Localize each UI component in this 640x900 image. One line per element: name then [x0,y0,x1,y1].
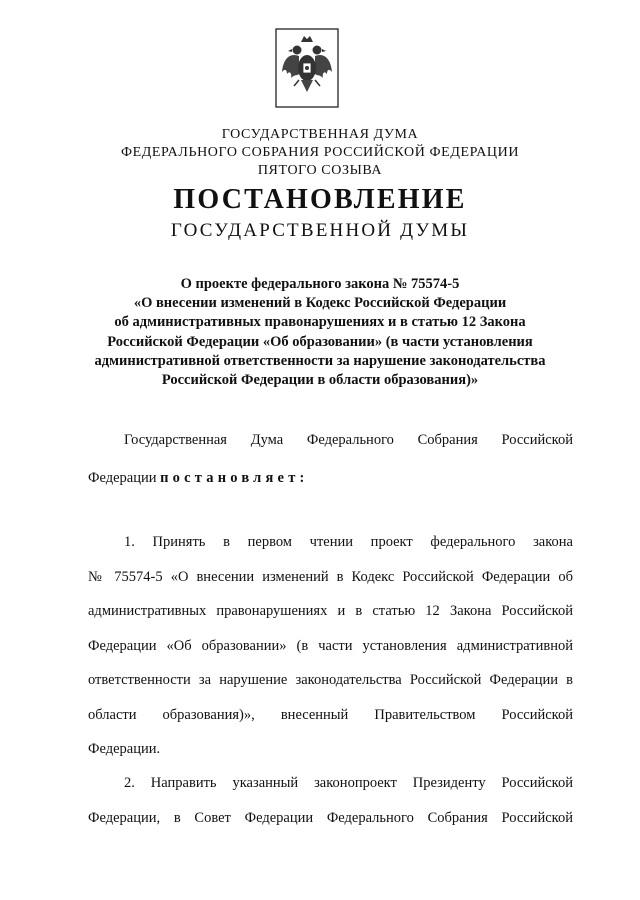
preamble-federation: Федерации [88,470,157,486]
resolves-spaced-word: постановляет: [160,470,309,486]
law-title-line: О проекте федерального закона № 75574-5 [180,276,460,292]
coat-of-arms-emblem [275,28,339,108]
para2-line-1: 2. Направить указанный законопроект Президенту Российской [124,775,573,791]
law-title-line: Российской Федерации в области образования)» [161,372,479,389]
law-title-line: об административных правонарушениях и в статью 12 Закона [114,314,526,331]
para1-line-7: Федерации. [88,741,161,757]
para1-line-4: Федерации «Об образовании» (в части установления административной [88,638,573,654]
header-line-2: ФЕДЕРАЛЬНОГО СОБРАНИЯ РОССИЙСКОЙ ФЕДЕРАЦИИ [120,145,520,160]
law-title-line: «О внесении изменений в Кодекс Российской Федерации [133,295,507,312]
para1-line-3: административных правонарушениях и в статью 12 Закона Российской [88,603,573,619]
issuer-header [0,126,640,180]
para1-line-5: ответственности за нарушение законодательства Российской Федерации в [88,672,573,688]
para2-line-2: Федерации, в Совет Федерации Федерального Собрания Российской [88,810,573,826]
law-title-line: Российской Федерации «Об образовании» (в части установления [107,333,533,350]
header-line-1: ГОСУДАРСТВЕННАЯ ДУМА [221,127,419,142]
para1-line-1: 1. Принять в первом чтении проект федерального закона [124,534,573,550]
header-line-3: ПЯТОГО СОЗЫВА [257,163,383,178]
para1-line-2: № 75574-5 «О внесении изменений в Кодекс Российской Федерации об [88,569,573,585]
law-title-block [60,275,580,390]
preamble-line-2 [88,468,573,488]
double-headed-eagle-icon [275,28,339,108]
document-subtitle: ГОСУДАРСТВЕННОЙ ДУМЫ [170,220,470,241]
document-title: ПОСТАНОВЛЕНИЕ [173,184,467,215]
law-title-line: административной ответственности за нарушение законодательства [94,352,546,369]
para1-line-6: области образования)», внесенный Правительством Российской [88,707,573,723]
preamble-line-1: Государственная Дума Федерального Собрания Российской [124,432,573,448]
